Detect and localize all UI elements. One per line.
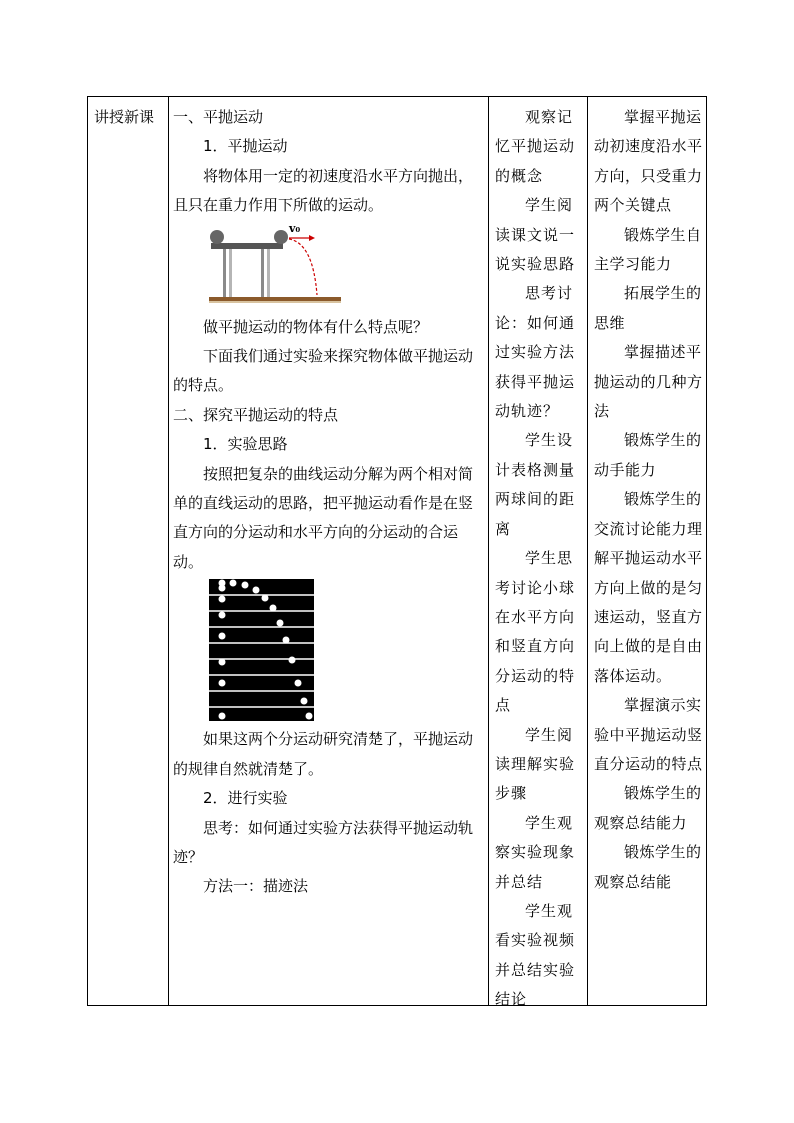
intent-item: 掌握演示实验中平抛运动竖直分运动的特点: [594, 696, 703, 773]
experiment-idea-paragraph: 按照把复杂的曲线运动分解为两个相对简单的直线运动的思路，把平抛运动看作是在竖直方向的分运动和水平方向的分运动的合运动。: [173, 464, 474, 571]
table-leg: [229, 249, 232, 297]
projectile-table-figure: [209, 225, 344, 307]
intro-paragraph: 下面我们通过实验来探究物体做平抛运动的特点。: [173, 347, 474, 395]
row-label: 讲授新课: [94, 108, 155, 126]
lesson-table: [87, 96, 707, 1009]
activity-item: 学生思考讨论小球在水平方向和竖直方向分运动的特点: [495, 549, 576, 715]
activity-item: 思考讨论：如何通过实验方法获得平抛运动轨迹？: [495, 284, 576, 421]
activity-item: 观察记忆平抛运动的概念: [495, 108, 576, 185]
table-leg: [267, 249, 270, 297]
trajectory-curve: [289, 239, 317, 295]
definition-paragraph: 将物体用一定的初速度沿水平方向抛出，且只在重力作用下所做的运动。: [173, 166, 474, 215]
table-top: [211, 243, 283, 249]
subheading-1: 1．平抛运动: [203, 137, 288, 156]
intent-item: 锻炼学生自主学习能力: [594, 225, 702, 274]
content-cell: [169, 97, 488, 1005]
method-paragraph: 方法一：描迹法: [203, 877, 309, 896]
ball: [274, 230, 288, 244]
intent-item: 锻炼学生的动手能力: [594, 431, 702, 479]
thinking-paragraph: 思考：如何通过实验方法获得平抛运动轨迹？: [173, 818, 474, 866]
velocity-label: v₀: [289, 224, 301, 235]
floor-plank: [209, 297, 341, 301]
subheading-3: 2．进行实验: [203, 789, 288, 808]
subheading-2: 1．实验思路: [203, 435, 288, 454]
table-leg: [261, 249, 264, 297]
intent-item: 拓展学生的思维: [594, 284, 702, 332]
intent-item: 掌握描述平抛运动的几种方法: [594, 343, 703, 421]
activity-item: 学生观察实验现象并总结: [495, 813, 576, 891]
intent-item: 锻炼学生的观察总结能: [594, 843, 702, 891]
question-paragraph: 做平抛运动的物体有什么特点呢？: [203, 317, 429, 336]
ball: [210, 230, 224, 244]
section-heading-2: 二、探究平抛运动的特点: [173, 405, 339, 424]
conclusion-paragraph: 如果这两个分运动研究清楚了，平抛运动的规律自然就清楚了。: [173, 730, 474, 778]
stroboscopic-photo-figure: [209, 579, 314, 721]
intent-item: 锻炼学生的交流讨论能力理解平抛运动水平方向上做的是匀速运动，竖直方向上做的是自由落体运动。: [594, 490, 703, 685]
activity-item: 学生阅读理解实验步骤: [495, 725, 576, 803]
student-activity-cell: [489, 97, 587, 1009]
activity-item: 学生设计表格测量两球间的距离: [495, 431, 576, 538]
activity-item: 学生阅读课文说一说实验思路: [495, 196, 576, 274]
intent-item: 锻炼学生的观察总结能力: [594, 784, 702, 832]
floor-shadow: [209, 301, 341, 303]
row-label-cell: [88, 97, 168, 1005]
activity-item: 学生观看实验视频并总结实验结论: [495, 901, 576, 1009]
arrow-head: [309, 235, 315, 241]
table-leg: [223, 249, 226, 297]
section-heading-1: 一、平抛运动: [173, 108, 264, 126]
intent-item: 掌握平抛运动初速度沿水平方向，只受重力两个关键点: [594, 108, 703, 215]
design-intent-cell: [588, 97, 707, 1005]
